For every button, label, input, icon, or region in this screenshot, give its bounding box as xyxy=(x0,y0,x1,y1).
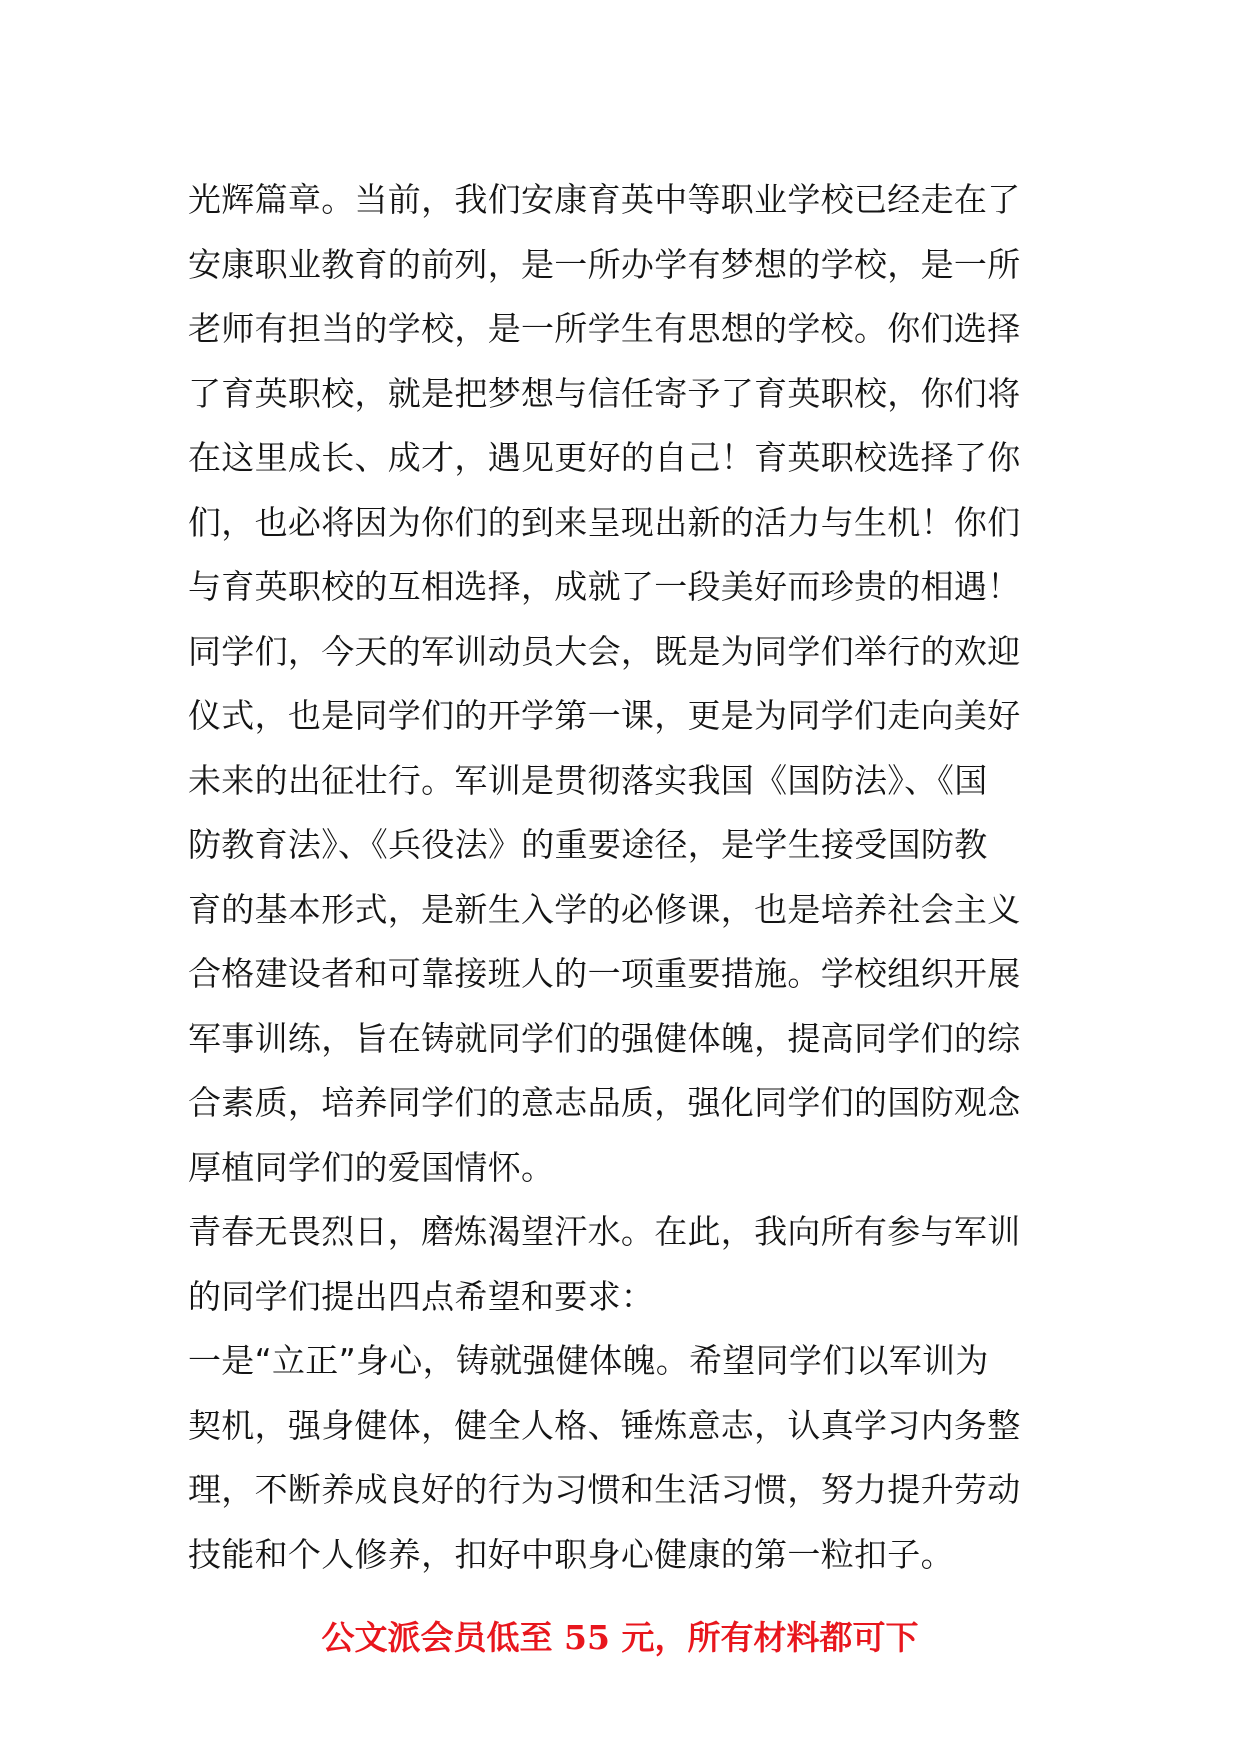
text-line: 合格建设者和可靠接班人的一项重要措施。学校组织开展 xyxy=(188,954,1021,993)
text-line: 在这里成长、成才，遇见更好的自己！育英职校选择了你 xyxy=(188,438,1021,477)
text-line: 合素质，培养同学们的意志品质，强化同学们的国防观念 xyxy=(188,1083,1021,1122)
text-line: 老师有担当的学校，是一所学生有思想的学校。你们选择 xyxy=(188,309,1021,348)
text-line: 契机，强身健体，健全人格、锤炼意志，认真学习内务整 xyxy=(188,1405,1021,1445)
document-body xyxy=(188,168,1068,1587)
text-line: 与育英职校的互相选择，成就了一段美好而珍贵的相遇！ xyxy=(188,567,1021,606)
text-line: 的同学们提出四点希望和要求： xyxy=(188,1276,655,1316)
text-line: 理，不断养成良好的行为习惯和生活习惯，努力提升劳动 xyxy=(188,1470,1021,1509)
text-line: 技能和个人修养，扣好中职身心健康的第一粒扣子。 xyxy=(188,1534,954,1574)
text-line: 防教育法》、《兵役法》的重要途径，是学生接受国防教 xyxy=(188,825,988,864)
text-line: 同学们，今天的军训动员大会，既是为同学们举行的欢迎 xyxy=(188,631,1021,671)
promo-banner: 公文派会员低至 55 元，所有材料都可下 xyxy=(321,1618,919,1657)
text-line: 军事训练，旨在铸就同学们的强健体魄，提高同学们的综 xyxy=(188,1018,1021,1058)
text-line: 一是“立正”身心，铸就强健体魄。希望同学们以军训为 xyxy=(188,1341,989,1380)
text-line: 未来的出征壮行。军训是贯彻落实我国《国防法》、《国 xyxy=(188,760,988,800)
text-line: 青春无畏烈日，磨炼渴望汗水。在此，我向所有参与军训 xyxy=(188,1212,1021,1251)
text-line: 仪式，也是同学们的开学第一课，更是为同学们走向美好 xyxy=(188,696,1021,735)
text-line: 育的基本形式，是新生入学的必修课，也是培养社会主义 xyxy=(188,889,1021,929)
text-line: 光辉篇章。当前，我们安康育英中等职业学校已经走在了 xyxy=(188,180,1021,219)
text-line: 了育英职校，就是把梦想与信任寄予了育英职校，你们将 xyxy=(188,373,1021,413)
text-line: 们，也必将因为你们的到来呈现出新的活力与生机！你们 xyxy=(188,502,1021,542)
text-line: 厚植同学们的爱国情怀。 xyxy=(188,1147,555,1187)
text-line: 安康职业教育的前列，是一所办学有梦想的学校，是一所 xyxy=(188,244,1021,284)
